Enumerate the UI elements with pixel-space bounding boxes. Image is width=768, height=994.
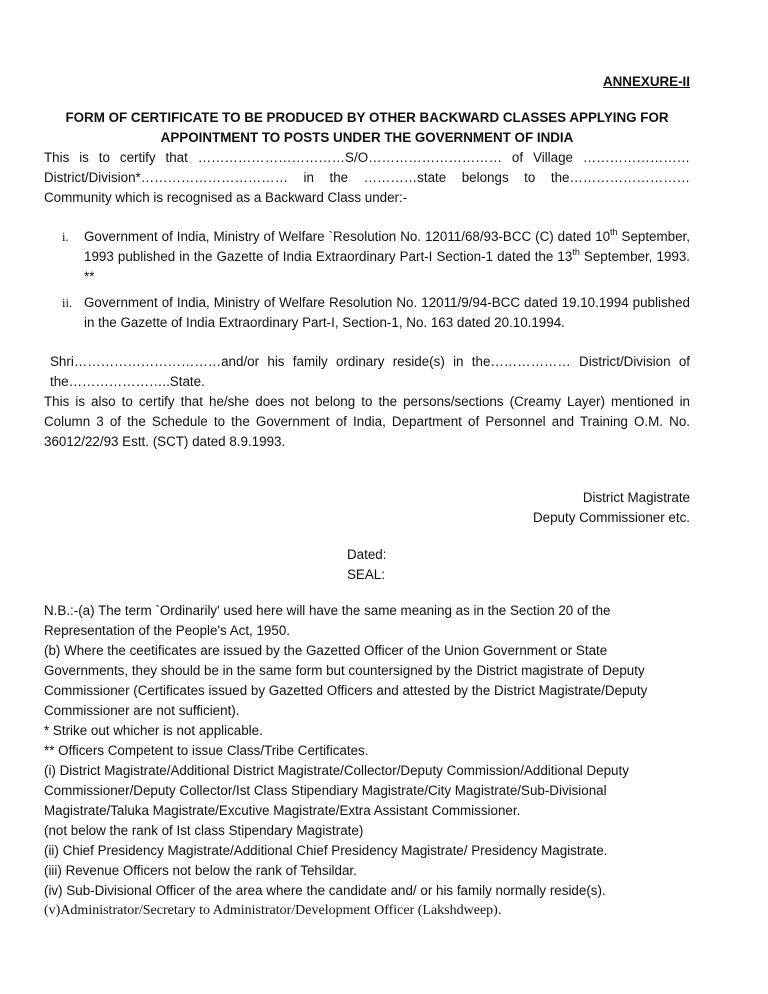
note-line: Governments, they should be in the same form but countersigned by the District magistrate of Deputy (44, 663, 645, 678)
resolution-text: Government of India, Ministry of Welfare Resolution No. 12011/9/94-BCC dated 19.10.1994 published in the Gazette of India Extraordinary Part-I, Section-1, No. 163 dated 20.10.1994. (84, 295, 690, 330)
seal-label: SEAL: (347, 567, 385, 582)
resolution-item-2 (44, 293, 690, 333)
signature-block (533, 488, 690, 528)
note-line: (b) Where the ceetificates are issued by the Gazetted Officer of the Union Government or State (44, 643, 608, 658)
resolution-text: Government of India, Ministry of Welfare `Resolution No. 12011/68/93-BCC (C) dated 10th September, 1993 published in the Gazette of India Extraordinary Part-I Section-1 dated the 13th September, 1993. ** (84, 227, 691, 284)
form-title-line-1: FORM OF CERTIFICATE TO BE PRODUCED BY OTHER BACKWARD CLASSES APPLYING FOR (65, 110, 669, 125)
resolution-number: ii. (62, 296, 73, 310)
note-line: Representation of the People's Act, 1950. (44, 623, 290, 638)
notes-section (44, 601, 704, 921)
note-line: * Strike out whicher is not applicable. (44, 723, 263, 738)
note-line: Commissioner are not sufficient). (44, 703, 240, 718)
note-line: (i) District Magistrate/Additional District Magistrate/Collector/Deputy Commission/Additional Deputy (44, 763, 629, 778)
note-line: ** Officers Competent to issue Class/Tribe Certificates. (44, 743, 369, 758)
note-line: (iv) Sub-Divisional Officer of the area where the candidate and/ or his family normally reside(s). (44, 883, 606, 898)
note-line: (iii) Revenue Officers not below the rank of Tehsildar. (44, 863, 357, 878)
note-line: Magistrate/Taluka Magistrate/Excutive Magistrate/Extra Assistant Commissioner. (44, 803, 521, 818)
note-line: (not below the rank of Ist class Stipendary Magistrate) (44, 823, 364, 838)
form-title (44, 108, 690, 148)
annexure-label: ANNEXURE-II (602, 74, 690, 89)
resolution-number: i. (62, 230, 69, 244)
note-line: Commissioner/Deputy Collector/Ist Class Stipendiary Magistrate/City Magistrate/Sub-Divisional (44, 783, 607, 798)
note-line: (v)Administrator/Secretary to Administrator/Development Officer (Lakshdweep). (44, 903, 502, 918)
signature-line-2: Deputy Commissioner etc. (532, 510, 690, 525)
note-line: Commissioner (Certificates issued by Gazetted Officers and attested by the District Magistrate/Deputy (44, 683, 648, 698)
creamy-layer-paragraph: This is also to certify that he/she does not belong to the persons/sections (Creamy Layer) mentioned in Column 3 of the Schedule to the Government of India, Department of Personnel and Training O.M. No. 36012/22/93 Estt. (SCT) dated 8.9.1993. (44, 394, 690, 449)
certificate-page (44, 0, 690, 994)
residence-paragraph: Shri……………………………and/or his family ordinary reside(s) in the……………… District/Division of the…………………..State. (50, 354, 690, 389)
signature-line-1: District Magistrate (582, 490, 690, 505)
note-line: (ii) Chief Presidency Magistrate/Additional Chief Presidency Magistrate/ Presidency Magistrate. (44, 843, 608, 858)
resolution-item-1 (44, 227, 690, 287)
dated-label: Dated: (347, 547, 387, 562)
form-title-line-2: APPOINTMENT TO POSTS UNDER THE GOVERNMENT OF INDIA (160, 130, 574, 145)
intro-paragraph: This is to certify that ……………………………S/O………………………… of Village …………………… District/Division*…………………………… in the …………state belongs to the……………………… Community which is recognised as a Backward Class under:- (44, 150, 690, 205)
note-line: N.B.:-(a) The term `Ordinarily' used here will have the same meaning as in the Section 20 of the (44, 603, 611, 618)
date-seal-block (347, 545, 386, 585)
